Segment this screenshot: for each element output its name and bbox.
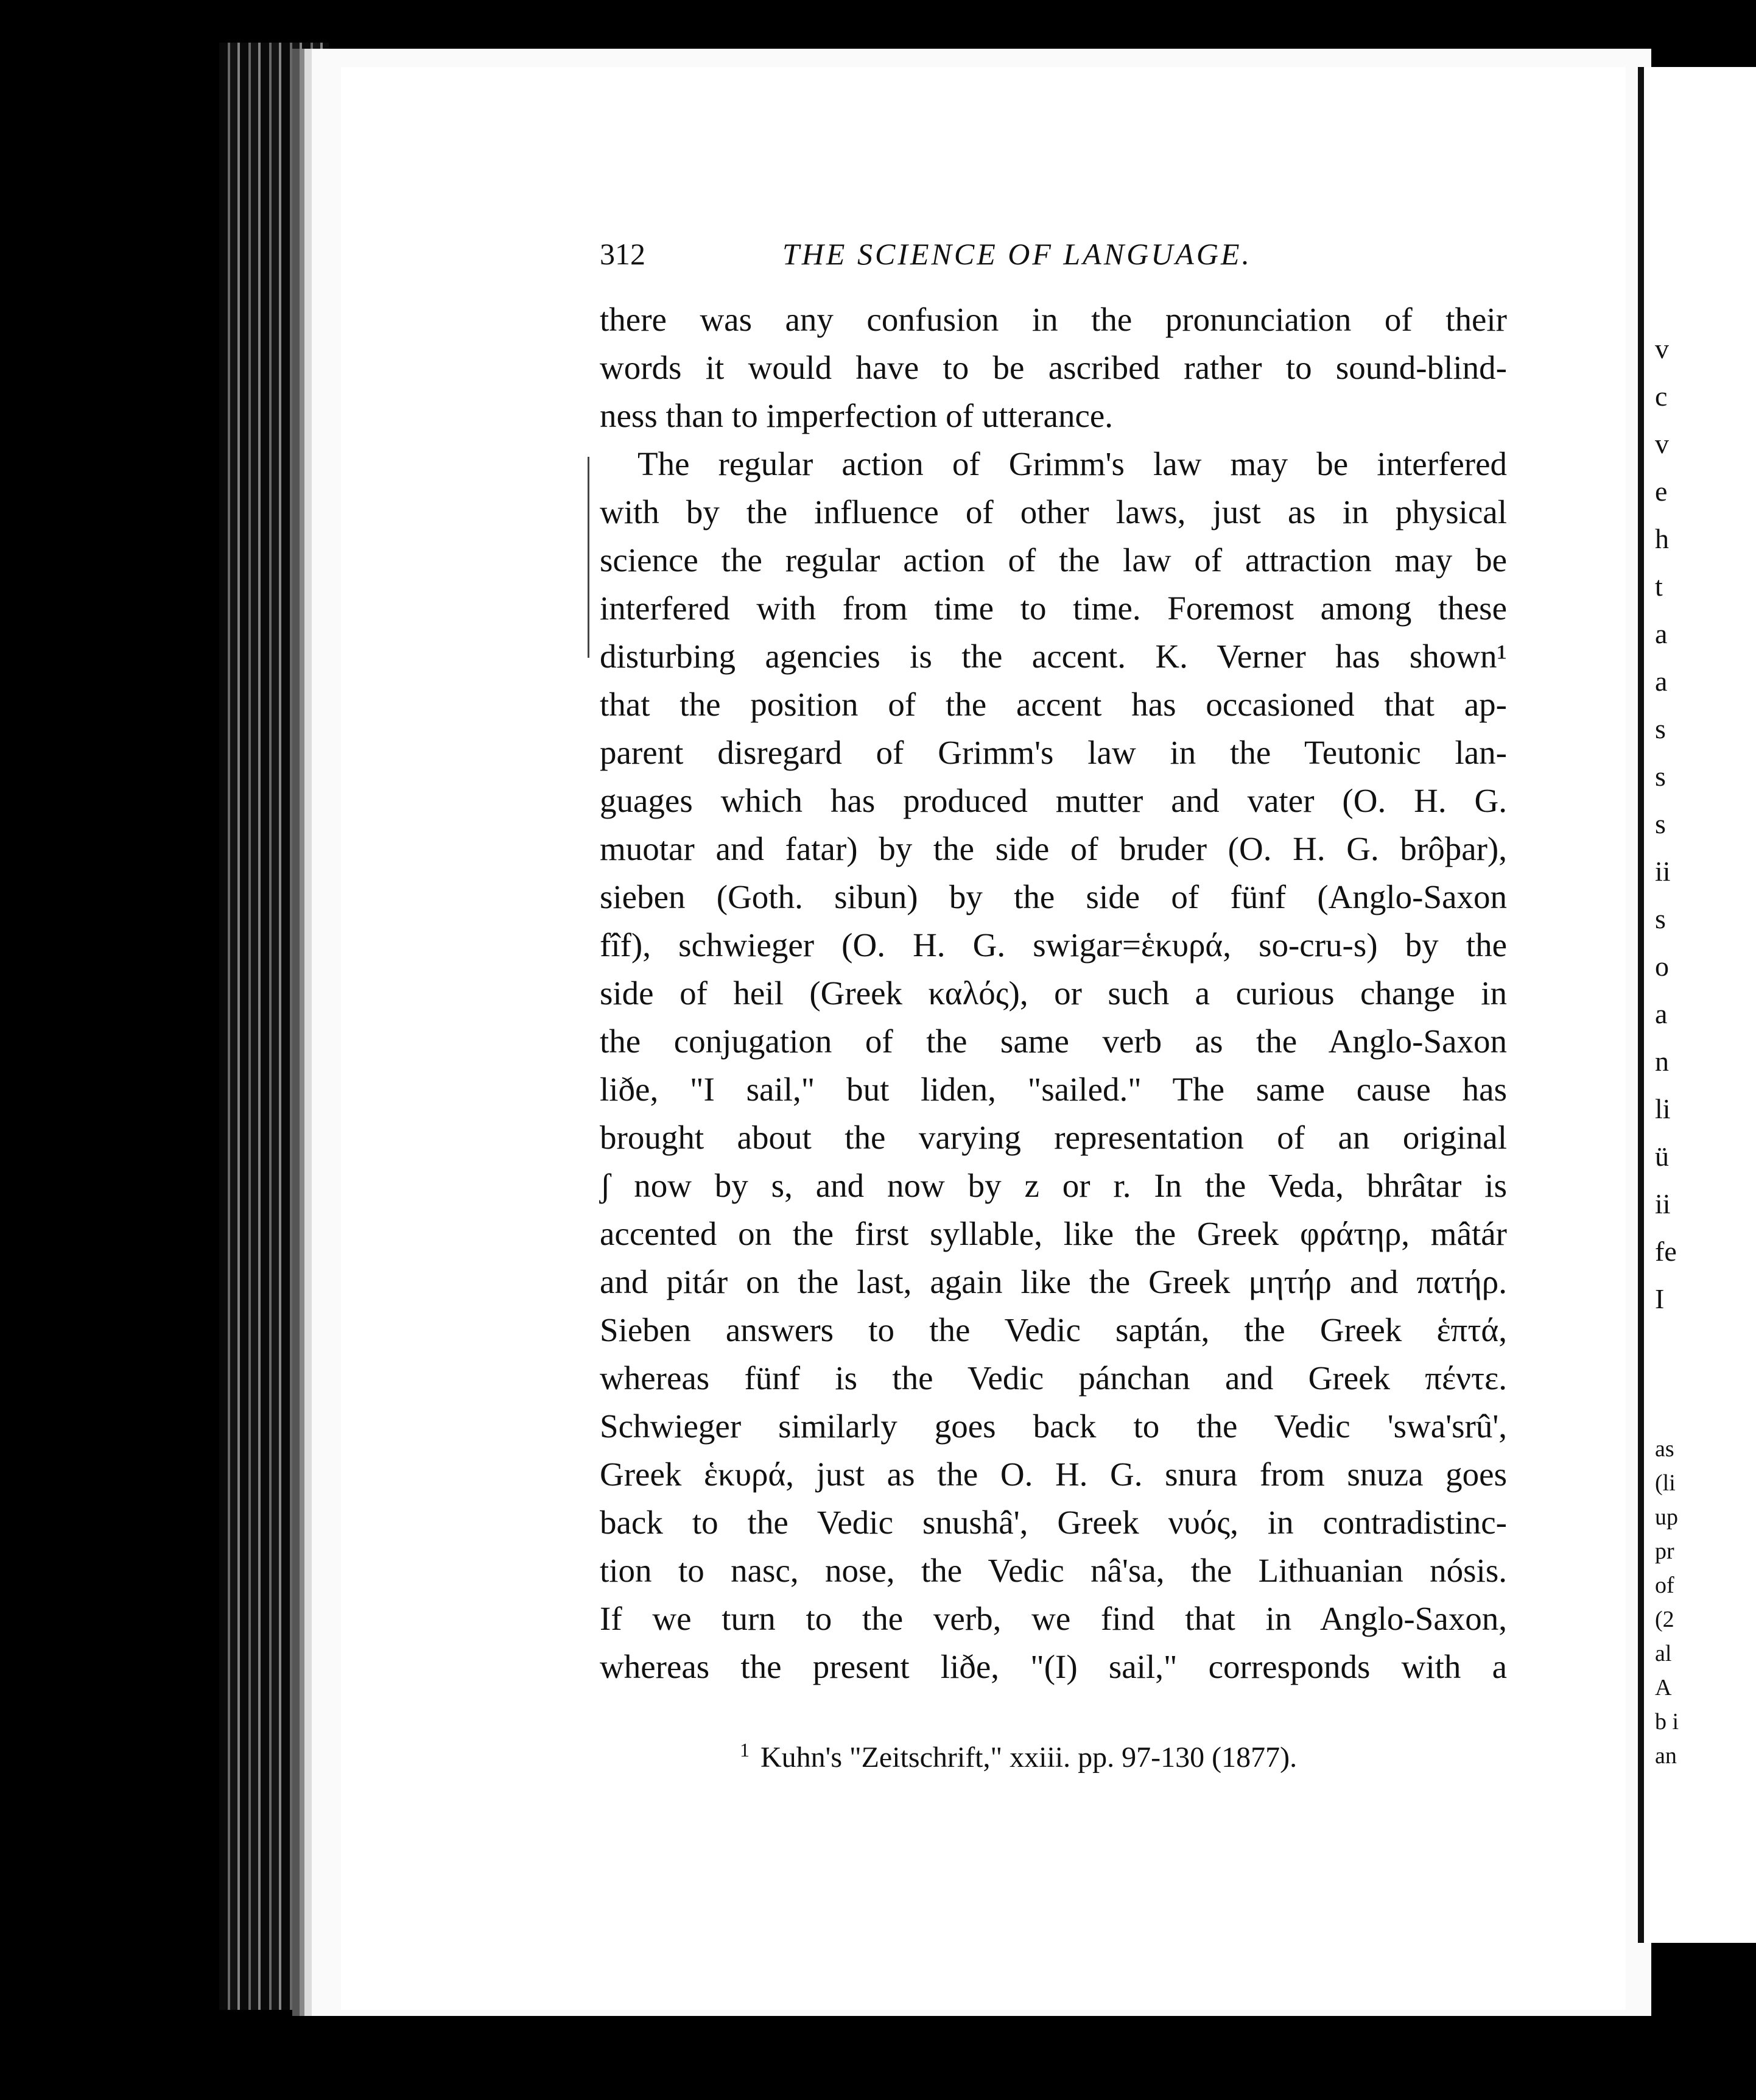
facing-page-fragment: t <box>1655 571 1663 602</box>
text-line: fîf), schwieger (O. H. G. swigar=ἑκυρά, so-cru-s) by the <box>600 926 1507 964</box>
text-line: brought about the varying representation of an original <box>600 1119 1507 1156</box>
facing-page-fragment: v <box>1655 428 1669 459</box>
text-line: guages which has produced mutter and vater (O. H. G. <box>600 782 1507 819</box>
facing-page-fragment: c <box>1655 381 1668 412</box>
facing-page-fragment: b i <box>1655 1709 1679 1735</box>
facing-page-fragment: ii <box>1655 856 1671 887</box>
text-line: side of heil (Greek καλός), or such a curious change in <box>600 974 1507 1012</box>
facing-page-fragment: (li <box>1655 1470 1676 1496</box>
text-line: the conjugation of the same verb as the Anglo-Saxon <box>600 1023 1507 1060</box>
facing-page-fragment: as <box>1655 1436 1674 1462</box>
facing-page-fragment: A <box>1655 1675 1672 1700</box>
facing-page-fragment: n <box>1655 1046 1669 1077</box>
facing-page-fragment: pr <box>1655 1538 1674 1564</box>
text-line: If we turn to the verb, we find that in Anglo-Saxon, <box>600 1600 1507 1637</box>
text-line: back to the Vedic snushâ', Greek νυός, in contradistinc- <box>600 1504 1507 1541</box>
facing-page-fragment: a <box>1655 998 1668 1029</box>
facing-page-fragment: v <box>1655 333 1669 364</box>
page-header <box>600 236 1507 273</box>
facing-page-fragment: ü <box>1655 1141 1669 1172</box>
text-line: liðe, "I sail," but liden, "sailed." The same cause has <box>600 1071 1507 1108</box>
text-line: words it would have to be ascribed rather to sound-blind- <box>600 349 1507 386</box>
text-line: whereas the present liðe, "(I) sail," corresponds with a <box>600 1648 1507 1685</box>
facing-page-fragment: fe <box>1655 1236 1677 1267</box>
facing-page-fragment: al <box>1655 1641 1672 1666</box>
facing-page-fragment: o <box>1655 951 1669 982</box>
page-number: 312 <box>600 237 645 271</box>
text-line: accented on the first syllable, like the Greek φράτηρ, mâtár <box>600 1215 1507 1252</box>
facing-page-fragment: s <box>1655 903 1666 934</box>
text-line: with by the influence of other laws, just as in physical <box>600 493 1507 530</box>
facing-page-fragment: a <box>1655 618 1668 649</box>
text-line: The regular action of Grimm's law may be interfered <box>637 445 1507 482</box>
text-line: interfered with from time to time. Foremost among these <box>600 590 1507 627</box>
facing-page-fragment: (2 <box>1655 1607 1674 1632</box>
facing-page-fragment: a <box>1655 666 1668 697</box>
text-line: and pitár on the last, again like the Greek μητήρ and πατήρ. <box>600 1263 1507 1300</box>
facing-page-fragment: s <box>1655 808 1666 839</box>
text-line: ness than to imperfection of utterance. <box>600 397 1114 434</box>
text-line: science the regular action of the law of attraction may be <box>600 541 1507 579</box>
footnote-mark: 1 <box>740 1739 750 1761</box>
footnote-text: Kuhn's "Zeitschrift," xxiii. pp. 97-130 (1877). <box>760 1741 1298 1774</box>
facing-page-fragment: up <box>1655 1504 1678 1530</box>
facing-page-fragment: ii <box>1655 1188 1671 1219</box>
text-line: there was any confusion in the pronunciation of their <box>600 301 1507 338</box>
text-line: muotar and fatar) by the side of bruder (O. H. G. brôþar), <box>600 830 1507 867</box>
body-text <box>600 295 1507 1691</box>
facing-page-fragment: s <box>1655 761 1666 792</box>
facing-page <box>1638 67 1756 1943</box>
footnote <box>740 1739 1470 1774</box>
text-line: parent disregard of Grimm's law in the Teutonic lan- <box>600 734 1507 771</box>
text-line: tion to nasc, nose, the Vedic nâ'sa, the Lithuanian nósis. <box>600 1552 1507 1589</box>
text-line: ʃ now by s, and now by z or r. In the Veda, bhrâtar is <box>600 1167 1507 1204</box>
facing-page-fragment: I <box>1655 1283 1665 1314</box>
text-line: whereas fünf is the Vedic pánchan and Greek πέντε. <box>600 1359 1507 1397</box>
facing-page-fragment: s <box>1655 713 1666 744</box>
margin-mark <box>588 457 589 658</box>
text-line: that the position of the accent has occasioned that ap- <box>600 686 1507 723</box>
facing-page-fragment: li <box>1655 1093 1671 1124</box>
facing-page-fragment: of <box>1655 1573 1674 1598</box>
text-line: disturbing agencies is the accent. K. Verner has shown¹ <box>600 638 1507 675</box>
text-line: sieben (Goth. sibun) by the side of fünf (Anglo-Saxon <box>600 878 1507 915</box>
facing-page-fragment: an <box>1655 1743 1677 1769</box>
facing-page-fragment: h <box>1655 523 1669 554</box>
facing-page-fragment: e <box>1655 476 1668 507</box>
text-line: Sieben answers to the Vedic saptán, the Greek ἑπτά, <box>600 1311 1507 1348</box>
text-line: Schwieger similarly goes back to the Vedic 'swa'srû', <box>600 1408 1507 1445</box>
text-line: Greek ἑκυρά, just as the O. H. G. snura from snuza goes <box>600 1456 1507 1493</box>
running-title: THE SCIENCE OF LANGUAGE. <box>782 237 1252 271</box>
